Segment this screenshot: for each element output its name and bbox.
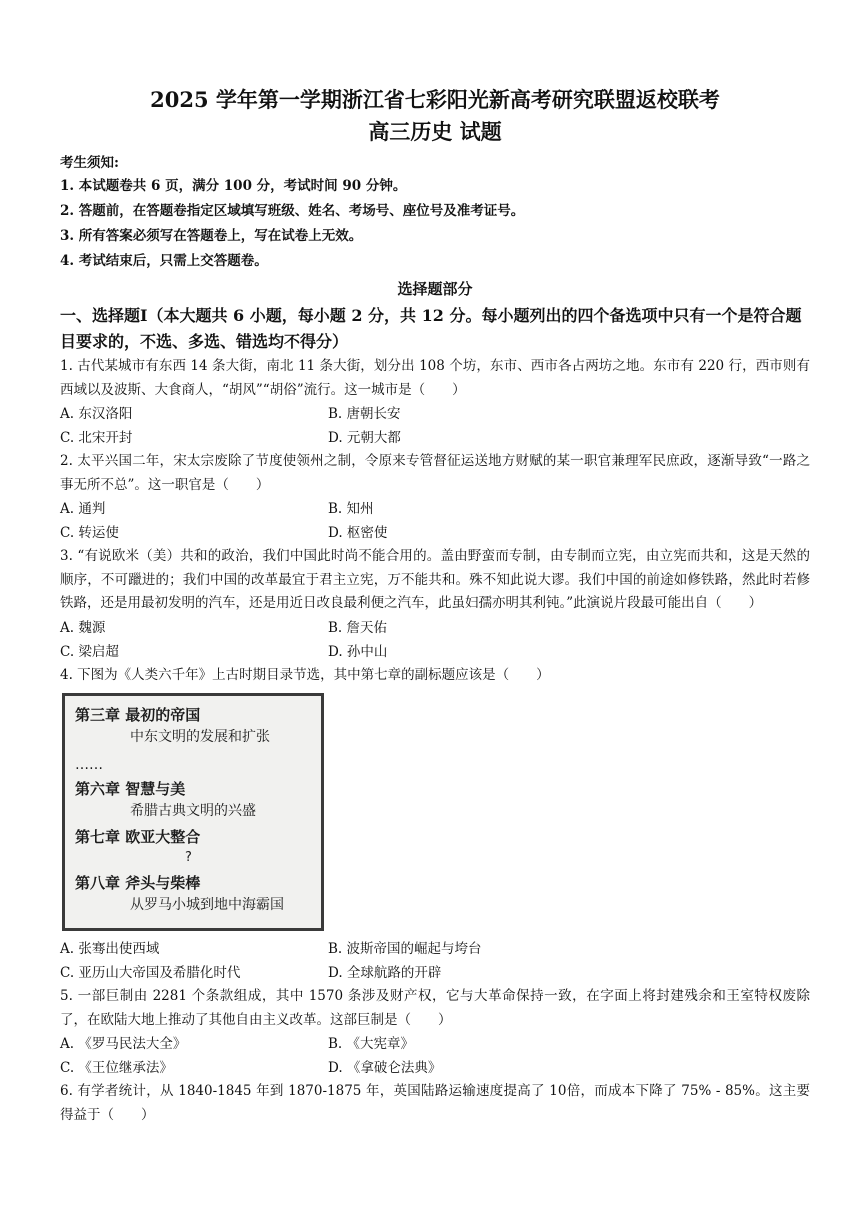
notice-item: 2. 答题前，在答题卷指定区域填写班级、姓名、考场号、座位号及准考证号。 xyxy=(60,202,525,219)
option-c: C. 北宋开封 xyxy=(60,430,133,447)
option-c: C. 转运使 xyxy=(60,525,119,542)
question-1 xyxy=(60,355,810,450)
options-grid xyxy=(60,937,810,985)
question-stem: 1. 古代某城市有东西 14 条大街，南北 11 条大街，划分出 108 个坊，东市、西市各占两坊之地。东市有 220 行，西市则有西域以及波斯、大食商人，“胡风”“胡俗”流行。这一城市是（ ） xyxy=(60,358,810,398)
question-stem: 3. “有说欧米（美）共和的政治，我们中国此时尚不能合用的。盖由野蛮而专制，由专制而立宪，由立宪而共和，这是天然的顺序，不可躐进的；我们中国的改革最宜于君主立宪，万不能共和。殊不知此说大谬。我们中国的前途如修铁路，然此时若修铁路，还是用最初发明的汽车，还是用近日改良最利便之汽车，此虽妇孺亦明其利钝。”此演说片段最可能出自（ ） xyxy=(60,548,810,612)
toc-chapter: 第八章 斧头与柴棒 xyxy=(75,874,201,893)
notice-heading: 考生须知: xyxy=(60,155,119,171)
toc-question-mark: ? xyxy=(185,850,192,866)
question-stem: 4. 下图为《人类六千年》上古时期目录节选，其中第七章的副标题应该是（ ） xyxy=(60,666,550,683)
toc-subtitle: 希腊古典文明的兴盛 xyxy=(130,803,256,820)
table-of-contents-figure xyxy=(62,693,324,931)
option-a: A. 东汉洛阳 xyxy=(60,406,133,423)
toc-chapter: 第六章 智慧与美 xyxy=(75,780,186,799)
notice-item: 1. 本试题卷共 6 页，满分 100 分，考试时间 90 分钟。 xyxy=(60,177,407,194)
question-4 xyxy=(60,664,810,986)
option-a: A. 《罗马民法大全》 xyxy=(60,1036,187,1053)
question-6 xyxy=(60,1080,810,1127)
options-grid xyxy=(60,1032,810,1080)
option-c: C. 《王位继承法》 xyxy=(60,1060,173,1077)
part-heading: 一、选择题Ⅰ（本大题共 6 小题，每小题 2 分，共 12 分。每小题列出的四个备选项中只有一个是符合题目要求的，不选、多选、错选均不得分） xyxy=(60,306,802,352)
option-b: B. 知州 xyxy=(328,501,374,518)
toc-entry xyxy=(75,704,311,748)
option-a: A. 魏源 xyxy=(60,619,106,636)
toc-ellipsis: …… xyxy=(75,757,103,774)
question-stem: 2. 太平兴国二年，宋太宗废除了节度使领州之制，令原来专管督征运送地方财赋的某一职官兼理军民庶政，逐渐导致“一路之事无所不总”。这一职官是（ ） xyxy=(60,453,810,493)
option-b: B. 《大宪章》 xyxy=(328,1036,415,1053)
question-2 xyxy=(60,450,810,545)
option-c: C. 梁启超 xyxy=(60,643,119,660)
question-stem: 6. 有学者统计，从 1840-1845 年到 1870-1875 年，英国陆路运输速度提高了 10倍，而成本下降了 75% - 85%。这主要得益于（ ） xyxy=(60,1083,810,1123)
option-a: A. 张骞出使西域 xyxy=(60,941,160,958)
notice-item: 3. 所有答案必须写在答题卷上，写在试卷上无效。 xyxy=(60,227,363,244)
option-a: A. 通判 xyxy=(60,501,106,518)
option-b: B. 波斯帝国的崛起与垮台 xyxy=(328,941,482,958)
toc-entry xyxy=(75,778,311,822)
exam-subtitle: 高三历史 试题 xyxy=(368,118,502,144)
option-b: B. 詹天佑 xyxy=(328,619,388,636)
toc-entry xyxy=(75,872,311,916)
options-grid xyxy=(60,402,810,450)
exam-title: 2025 学年第一学期浙江省七彩阳光新高考研究联盟返校联考 xyxy=(150,87,720,112)
option-d: D. 枢密使 xyxy=(328,525,388,542)
option-d: D. 孙中山 xyxy=(328,643,388,660)
options-grid xyxy=(60,616,810,664)
option-b: B. 唐朝长安 xyxy=(328,406,401,423)
notice-block xyxy=(60,153,810,274)
option-c: C. 亚历山大帝国及希腊化时代 xyxy=(60,965,241,982)
question-5 xyxy=(60,985,810,1080)
toc-chapter: 第三章 最初的帝国 xyxy=(75,706,201,725)
section-title: 选择题部分 xyxy=(397,279,473,298)
toc-subtitle: 中东文明的发展和扩张 xyxy=(130,729,270,746)
toc-chapter: 第七章 欧亚大整合 xyxy=(75,828,201,847)
toc-subtitle: 从罗马小城到地中海霸国 xyxy=(130,897,284,914)
options-grid xyxy=(60,497,810,545)
option-d: D. 全球航路的开辟 xyxy=(328,965,442,982)
question-stem: 5. 一部巨制由 2281 个条款组成，其中 1570 条涉及财产权，它与大革命保持一致，在字面上将封建残余和王室特权废除了，在欧陆大地上推动了其他自由主义改革。这部巨制是（ ） xyxy=(60,988,810,1028)
option-d: D. 《拿破仑法典》 xyxy=(328,1060,442,1077)
option-d: D. 元朝大都 xyxy=(328,430,401,447)
notice-item: 4. 考试结束后，只需上交答题卷。 xyxy=(60,252,268,269)
toc-entry xyxy=(75,826,311,868)
question-3 xyxy=(60,545,810,664)
